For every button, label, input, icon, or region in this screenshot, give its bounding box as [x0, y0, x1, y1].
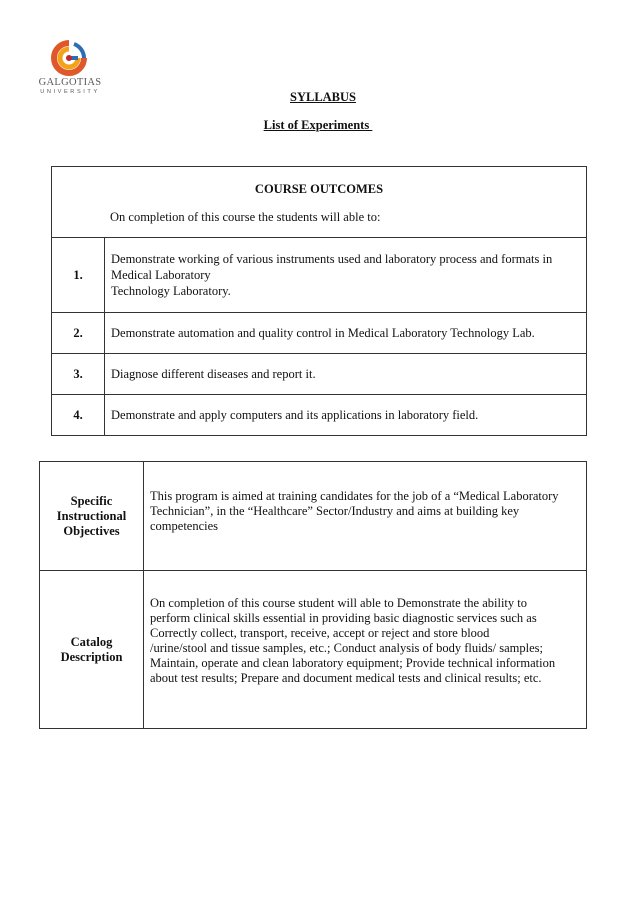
course-outcomes-heading: COURSE OUTCOMES	[254, 182, 384, 196]
catalog-line: Maintain, operate and clean laboratory equipment; Provide technical information	[150, 656, 556, 670]
course-info-table	[39, 461, 587, 729]
outcome-row	[52, 395, 587, 436]
objectives-row	[40, 462, 587, 571]
catalog-line: Correctly collect, transport, receive, accept or reject and store blood	[150, 626, 490, 640]
course-outcomes-table	[51, 166, 587, 436]
outcome-row	[52, 354, 587, 395]
catalog-label	[40, 571, 144, 729]
outcome-number: 1.	[52, 238, 105, 313]
page-subtitle: List of Experiments	[263, 118, 373, 132]
catalog-line: On completion of this course student will able to Demonstrate the ability to	[150, 596, 528, 610]
outcome-text: Demonstrate working of various instruments used and laboratory process and formats in Medical Laboratory Technology Laboratory.	[105, 238, 587, 313]
course-outcomes-header	[52, 167, 587, 238]
catalog-line: /urine/stool and tissue samples, etc.; Conduct analysis of body fluids/ samples;	[150, 641, 544, 655]
outcome-row	[52, 313, 587, 354]
objectives-line: Technician”, in the “Healthcare” Sector/Industry and aims at building key	[150, 504, 520, 518]
outcome-text: Demonstrate and apply computers and its applications in laboratory field.	[105, 395, 587, 436]
objectives-label-line: Instructional	[56, 508, 127, 523]
logo-subname: UNIVERSITY	[40, 89, 100, 95]
catalog-line: perform clinical skills essential in providing basic diagnostic services such as	[150, 611, 537, 625]
catalog-label-line: Description	[60, 649, 123, 664]
catalog-label-line: Catalog	[70, 634, 113, 649]
outcome-text: Diagnose different diseases and report it.	[105, 354, 587, 395]
objectives-label	[40, 462, 144, 571]
outcome-number: 2.	[52, 313, 105, 354]
objectives-line: competencies	[150, 519, 219, 533]
objectives-text	[144, 462, 587, 571]
objectives-label-line: Specific	[70, 493, 113, 508]
page-title: SYLLABUS	[290, 90, 356, 104]
logo-name: GALGOTIAS	[38, 77, 102, 88]
objectives-label-line: Objectives	[63, 523, 120, 538]
outcome-text: Demonstrate automation and quality control in Medical Laboratory Technology Lab.	[105, 313, 587, 354]
catalog-row	[40, 571, 587, 729]
outcome-number: 3.	[52, 354, 105, 395]
outcome-row	[52, 238, 587, 313]
catalog-line: about test results; Prepare and document medical tests and clinical results; etc.	[150, 671, 542, 685]
catalog-description-text	[144, 571, 587, 729]
outcome-number: 4.	[52, 395, 105, 436]
galgotias-emblem-icon	[51, 40, 87, 76]
course-outcomes-intro: On completion of this course the students will able to:	[110, 210, 381, 224]
objectives-line: This program is aimed at training candidates for the job of a “Medical Laboratory	[150, 489, 559, 503]
